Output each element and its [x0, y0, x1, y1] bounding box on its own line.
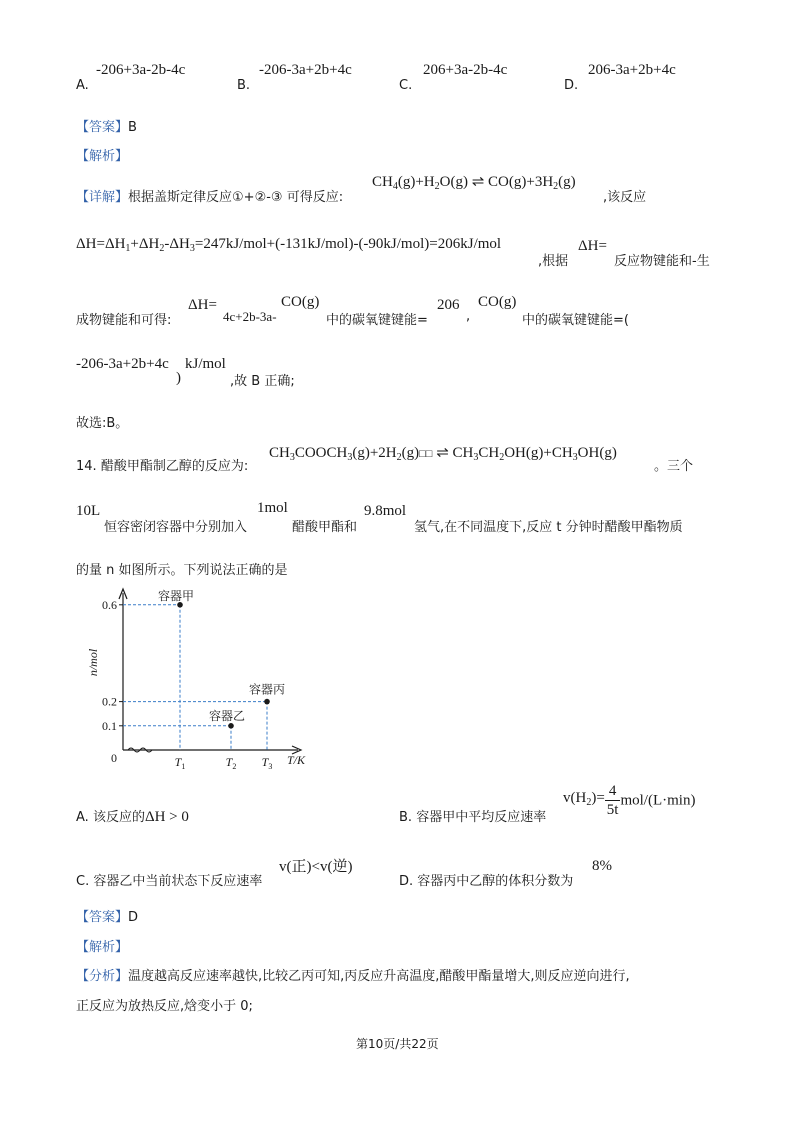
option-a-expr: ΔH > 0 — [144, 809, 189, 825]
y-axis-label: n/mol — [86, 648, 100, 677]
q13-reaction-equation: $CH_4(g)+H_2O(g)$ ⇌ $CO(g)+3H_2(g)$ — [372, 174, 576, 192]
x-tick-label: $T_3$ — [261, 755, 273, 771]
q13-detail-line2-a: ,根据 — [538, 254, 569, 269]
fenxi-text-1: 温度越高反应速率越快,比较乙丙可知,丙反应升高温度,醋酸甲酯量增大,则反应逆向进行, — [128, 969, 630, 984]
x-tick-label: $T_1$ — [174, 755, 186, 771]
q14-option-d-expr: 8% — [592, 858, 612, 874]
q13-detail-line3: 成物键能和可得: — [76, 313, 172, 328]
q14-stem-line1 — [76, 455, 248, 474]
q14-stem2a: 恒容密闭容器中分别加入 — [104, 520, 248, 535]
q13-dh-calculation: $\Delta H=\Delta H_1+\Delta H_2-\Delta H_3=247kJ/mol+(-131kJ/mol)-(-90kJ/mol)=206kJ$/mol — [76, 236, 502, 254]
point-label: 容器丙 — [249, 682, 286, 697]
q14-stem-line1-end: 。三个 — [654, 459, 694, 474]
q14-analysis-tag: 【解析】 — [76, 940, 129, 955]
q14-amount-1: 1mol — [257, 500, 288, 516]
q13-answer — [76, 116, 137, 135]
x-tick-subscript: 3 — [268, 762, 273, 771]
y-tick-label: 0.6 — [102, 597, 117, 612]
option-b-text: 容器甲中平均反应速率 — [416, 810, 547, 825]
q13-option-c-label: C. — [399, 78, 413, 93]
dh-unit: kJ/mol — [460, 236, 502, 252]
option-d-label: D. — [399, 874, 414, 889]
q14-stem-line3: 的量 n 如图所示。下列说法正确的是 — [76, 563, 288, 578]
q13-co-formula: CO(g) — [281, 294, 320, 310]
answer-tag: 【答案】 — [76, 120, 129, 135]
answer-value: D — [128, 910, 139, 925]
x-tick-label: $T_2$ — [225, 755, 237, 771]
q13-detail-line3-c: 中的碳氧键键能= — [326, 313, 428, 328]
q14-chart — [70, 585, 330, 775]
q13-co-formula-2: CO(g) — [478, 294, 517, 310]
option-c-text: 容器乙中当前状态下反应速率 — [93, 874, 263, 889]
q14-answer — [76, 906, 138, 925]
q14-reaction-equation: $CH_3COOCH_3(g)+2H_2(g)□□$ ⇌ $CH_3CH_2OH(g)+CH_3OH(g)$ — [269, 445, 617, 463]
q13-option-a-label: A. — [76, 78, 89, 93]
q14-option-c-expr: v(正)<v(逆) — [279, 859, 353, 875]
q13-result-paren: ) — [176, 370, 181, 386]
option-b-label: B. — [399, 810, 413, 825]
y-tick-label: 0.2 — [102, 694, 117, 709]
q13-detail-line2-b: 反应物键能和-生 — [614, 254, 710, 269]
page-footer: 第10页/共22页 — [356, 1037, 439, 1051]
q13-detail-line3-f: 中的碳氧键键能=( — [522, 313, 629, 328]
q13-detail-line1-end: ,该反应 — [603, 190, 647, 205]
answer-value: B — [128, 120, 137, 135]
point-label: 容器甲 — [158, 588, 195, 603]
q14-stem2c: 氢气,在不同温度下,反应 t 分钟时醋酸甲酯物质 — [414, 520, 683, 535]
q14-amount-2: 9.8mol — [364, 503, 407, 519]
rate-unit: mol/(L·min) — [620, 792, 696, 809]
q14-number: 14. — [76, 459, 97, 474]
origin-label: 0 — [111, 751, 117, 765]
q14-fenxi-line1 — [76, 965, 630, 984]
detail-text: 根据盖斯定律反应①+②-③ 可得反应: — [128, 190, 344, 205]
option-a-label: A. — [76, 810, 89, 825]
option-a-text: 该反应的 — [92, 810, 145, 825]
q13-result-expr: -206-3a+2b+4c — [76, 356, 169, 372]
fenxi-tag: 【分析】 — [76, 969, 129, 984]
q13-comma: , — [466, 309, 471, 324]
q13-detail-line1 — [76, 186, 343, 205]
q13-value-206: 206 — [437, 297, 460, 313]
option-d-text: 容器丙中乙醇的体积分数为 — [417, 874, 574, 889]
q13-dh-symbol-2: ΔH= — [188, 297, 217, 313]
q14-option-c — [76, 870, 262, 889]
x-tick-subscript: 2 — [232, 762, 237, 771]
q14-option-b — [399, 806, 546, 825]
q13-bond-expr: 4c+2b-3a- — [223, 309, 277, 324]
q14-fenxi-line2: 正反应为放热反应,焓变小于 0; — [76, 999, 253, 1014]
answer-tag: 【答案】 — [76, 910, 129, 925]
option-c-label: C. — [76, 874, 90, 889]
data-point — [264, 699, 270, 705]
q14-option-b-formula: $v(H_2)=$ $\frac{4}{5t}$ mol/(L·min) — [563, 783, 696, 818]
frac-denominator: 5t — [606, 802, 619, 818]
q14-volume: 10L — [76, 503, 101, 519]
q13-conclusion: 故选:B。 — [76, 416, 129, 431]
frac-numerator: 4 — [605, 782, 621, 801]
q13-dh-symbol: ΔH= — [578, 238, 607, 254]
data-point — [228, 723, 234, 729]
q13-option-a-expr: -206+3a-2b-4c — [96, 62, 186, 78]
q13-option-b-expr: -206-3a+2b+4c — [259, 62, 352, 78]
q14-option-d — [399, 870, 573, 889]
q13-option-c-expr: 206+3a-2b-4c — [423, 62, 508, 78]
q13-result-unit: kJ/mol — [185, 356, 226, 372]
detail-tag: 【详解】 — [76, 190, 129, 205]
q14-stem2b: 醋酸甲酯和 — [292, 520, 358, 535]
q14-option-a — [76, 806, 189, 826]
q14-stem1: 醋酸甲酯制乙醇的反应为: — [100, 459, 249, 474]
x-tick-subscript: 1 — [181, 762, 186, 771]
q13-option-d-label: D. — [564, 78, 579, 93]
data-point — [177, 602, 183, 608]
q13-result-end: ,故 B 正确; — [230, 374, 295, 389]
q13-option-b-label: B. — [237, 78, 251, 93]
point-label: 容器乙 — [209, 708, 246, 723]
x-axis-label: T/K — [286, 753, 306, 767]
y-tick-label: 0.1 — [102, 718, 117, 733]
q13-analysis-tag: 【解析】 — [76, 149, 129, 164]
q13-option-d-expr: 206-3a+2b+4c — [588, 62, 676, 78]
